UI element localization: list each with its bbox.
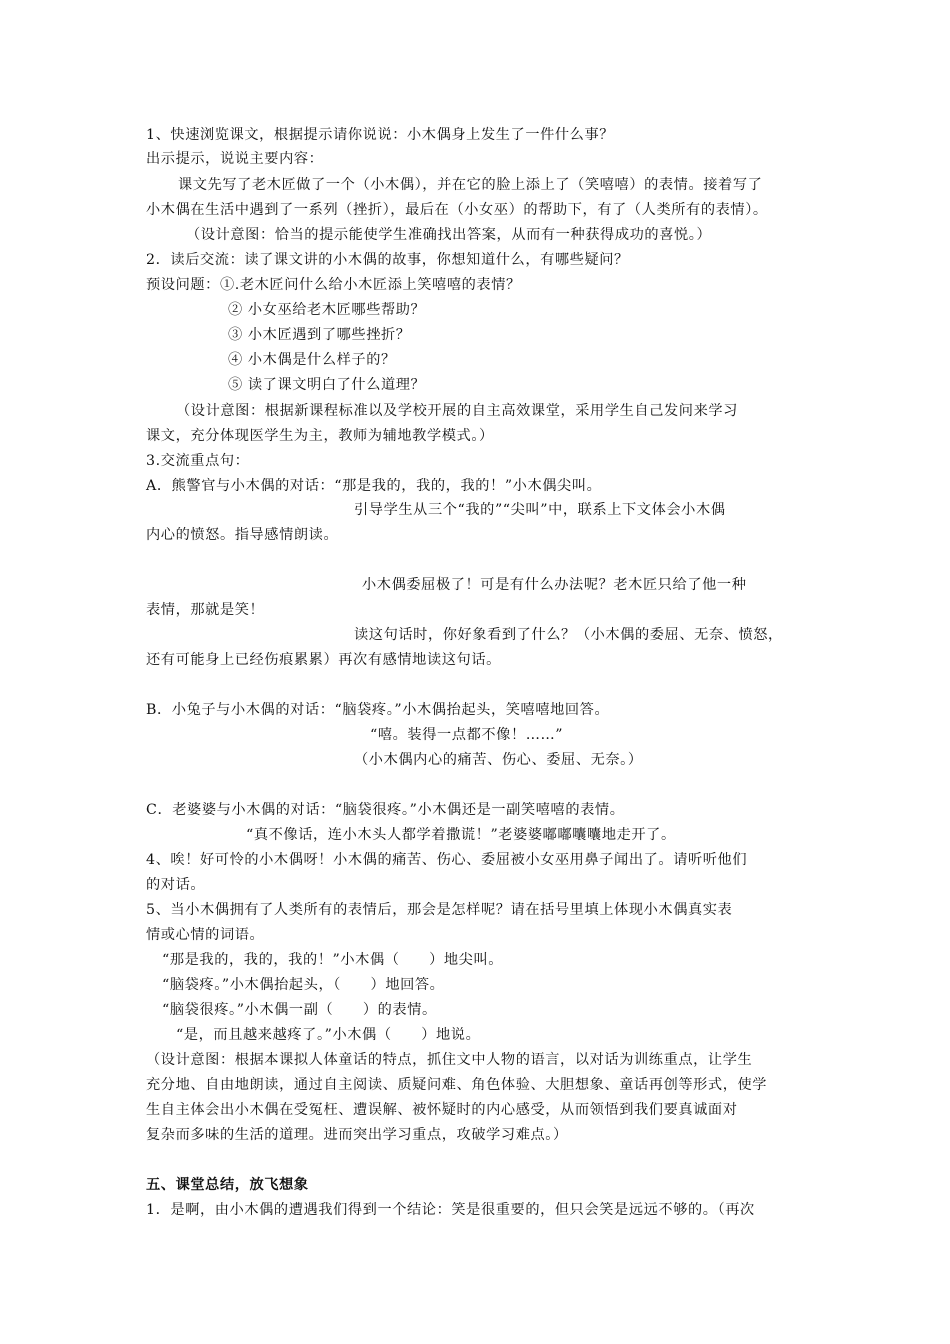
text-line: A．熊警官与小木偶的对话：“那是我的，我的，我的！”小木偶尖叫。 xyxy=(146,478,602,494)
text-line: ② 小女巫给老木匠哪些帮助？ xyxy=(228,302,426,318)
text-line: 课文，充分体现医学生为主，教师为辅地教学模式。） xyxy=(146,428,494,444)
text-line: （设计意图：根据新课程标准以及学校开展的自主高效课堂，采用学生自己发问来学习 xyxy=(176,403,738,419)
text-line: “脑袋很疼。”小木偶一副（ ）的表情。 xyxy=(162,1002,437,1018)
text-line: 的对话。 xyxy=(146,877,206,893)
text-line: 还有可能身上已经伤痕累累）再次有感情地读这句话。 xyxy=(146,652,501,668)
text-line: 课文先写了老木匠做了一个（小木偶），并在它的脸上添上了（笑嘻嘻）的表情。接着写了 xyxy=(178,177,763,193)
text-line: “脑袋疼。”小木偶抬起头，（ ）地回答。 xyxy=(162,977,445,993)
text-line: 出示提示，说说主要内容： xyxy=(146,151,324,167)
text-line: “真不像话，连小木头人都学着撒谎！”老婆婆嘟嘟囔囔地走开了。 xyxy=(246,827,676,843)
text-line: 复杂而多味的生活的道理。进而突出学习重点，攻破学习难点。） xyxy=(146,1127,568,1143)
text-line: 2．读后交流：读了课文讲的小木偶的故事，你想知道什么，有哪些疑问？ xyxy=(146,252,629,268)
text-line: 读这句话时，你好象看到了什么？（小木偶的委屈、无奈、愤怒， xyxy=(354,627,783,643)
text-line: 4、唉！好可怜的小木偶呀！小木偶的痛苦、伤心、委屈被小女巫用鼻子闻出了。请听听他们 xyxy=(146,852,748,868)
text-line: 充分地、自由地朗读，通过自主阅读、质疑问难、角色体验、大胆想象、童话再创等形式，使学 xyxy=(146,1077,768,1093)
text-line: B．小兔子与小木偶的对话：“脑袋疼。”小木偶抬起头，笑嘻嘻地回答。 xyxy=(146,702,610,718)
text-line: 情或心情的词语。 xyxy=(146,927,265,943)
text-line: 预设问题：①.老木匠问什么给小木匠添上笑嘻嘻的表情？ xyxy=(146,277,521,293)
text-line: 小木偶委屈极了！可是有什么办法呢？老木匠只给了他一种 xyxy=(362,577,747,593)
text-line: 引导学生从三个“我的”“尖叫”中，联系上下文体会小木偶 xyxy=(354,502,726,518)
text-line: 生自主体会出小木偶在受冤枉、遭误解、被怀疑时的内心感受，从而领悟到我们要真诚面对 xyxy=(146,1102,738,1118)
text-line: 内心的愤怒。指导感情朗读。 xyxy=(146,527,339,543)
text-line: 表情，那就是笑！ xyxy=(146,602,265,618)
text-line: “那是我的，我的，我的！”小木偶（ ）地尖叫。 xyxy=(162,952,504,968)
text-line: 小木偶在生活中遇到了一系列（挫折），最后在（小女巫）的帮助下，有了（人类所有的表情）。 xyxy=(146,202,768,218)
text-line: 5、当小木偶拥有了人类所有的表情后，那会是怎样呢？请在括号里填上体现小木偶真实表 xyxy=(146,902,733,918)
text-line: ④ 小木偶是什么样子的？ xyxy=(228,352,396,368)
text-line: 1、快速浏览课文，根据提示请你说说：小木偶身上发生了一件什么事？ xyxy=(146,127,615,143)
text-line: （小木偶内心的痛苦、伤心、委屈、无奈。） xyxy=(354,752,643,768)
text-line: 3.交流重点句： xyxy=(146,453,250,469)
text-line: ⑤ 读了课文明白了什么道理？ xyxy=(228,377,426,393)
section-heading: 五、课堂总结，放飞想象 xyxy=(146,1177,309,1193)
text-line: （设计意图：恰当的提示能使学生准确找出答案，从而有一种获得成功的喜悦。） xyxy=(186,227,712,243)
text-line: ③ 小木匠遇到了哪些挫折？ xyxy=(228,327,411,343)
text-line: C．老婆婆与小木偶的对话：“脑袋很疼。”小木偶还是一副笑嘻嘻的表情。 xyxy=(146,802,625,818)
text-line: （设计意图：根据本课拟人体童话的特点，抓住文中人物的语言，以对话为训练重点，让学生 xyxy=(146,1052,753,1068)
text-line: “嘻。装得一点都不像！……” xyxy=(370,727,564,743)
text-line: 1．是啊，由小木偶的遭遇我们得到一个结论：笑是很重要的，但只会笑是远远不够的。（再次 xyxy=(146,1202,755,1218)
text-line: “是，而且越来越疼了。”小木偶（ ）地说。 xyxy=(176,1027,481,1043)
